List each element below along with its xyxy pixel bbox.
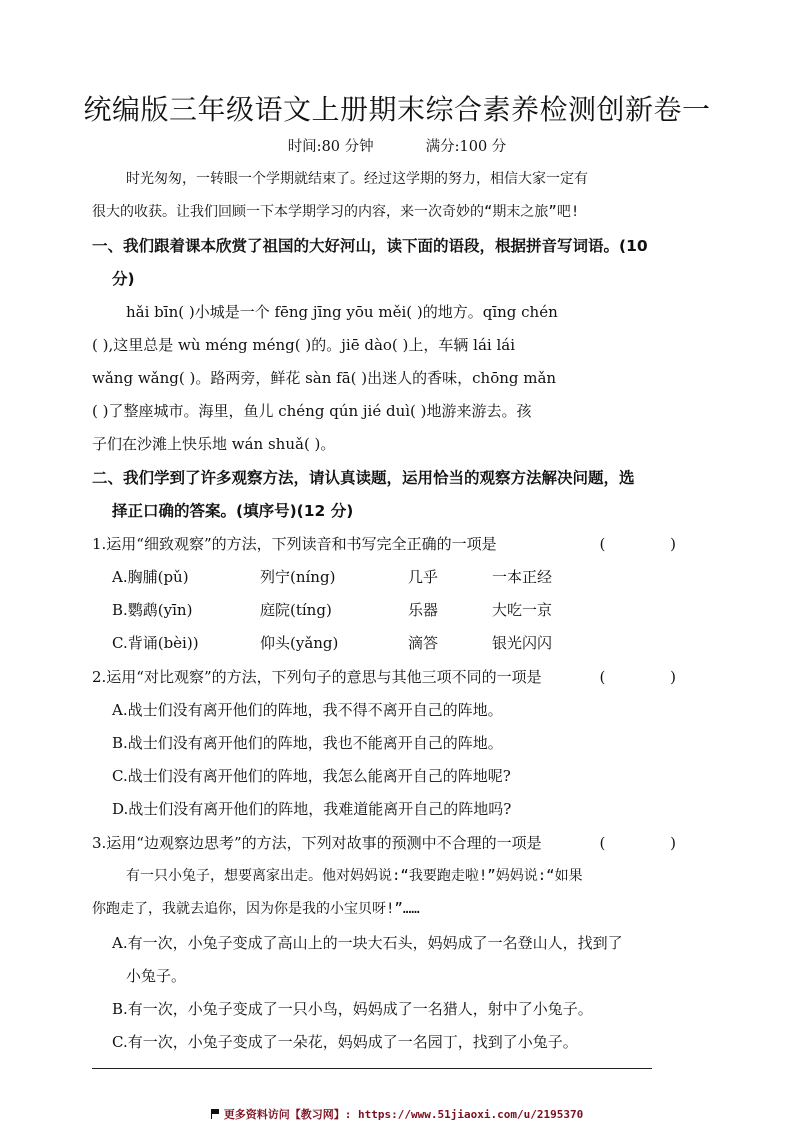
question-3-option-a-cont: 小兔子。 — [126, 967, 187, 985]
question-2 — [92, 666, 706, 688]
exam-score: 满分:100 分 — [425, 139, 507, 155]
answer-bracket[interactable]: ( ) — [599, 834, 706, 852]
section1-para-line: hǎi bīn( )小城是一个 fēng jīng yōu měi( )的地方。qīng chén — [126, 303, 558, 321]
option-cell: 乐器 — [408, 601, 439, 619]
option-cell: 银光闪闪 — [492, 634, 553, 652]
page-title: 统编版三年级语文上册期末综合素养检测创新卷一 — [83, 93, 711, 126]
footer — [0, 1106, 794, 1122]
question-2-option-d: D.战士们没有离开他们的阵地，我难道能离开自己的阵地吗? — [112, 800, 512, 818]
question-3-stem: 3.运用“边观察边思考”的方法，下列对故事的预测中不合理的一项是 — [92, 834, 542, 852]
question-3-story: 有一只小兔子，想要离家出走。他对妈妈说:“我要跑走啦!”妈妈说:“如果 — [126, 868, 583, 884]
section1-para-line: 子们在沙滩上快乐地 wán shuǎ( )。 — [92, 435, 336, 453]
option-cell: 滴答 — [408, 634, 439, 652]
question-2-option-b: B.战士们没有离开他们的阵地，我也不能离开自己的阵地。 — [112, 734, 503, 752]
question-2-option-c: C.战士们没有离开他们的阵地，我怎么能离开自己的阵地呢? — [112, 767, 511, 785]
page-divider — [92, 1068, 652, 1069]
option-cell: 庭院(tíng) — [260, 601, 332, 619]
option-cell: 大吃一京 — [492, 601, 553, 619]
intro-line-2: 很大的收获。让我们回顾一下本学期学习的内容，来一次奇妙的“期末之旅”吧! — [92, 204, 580, 220]
section1-heading: 一、我们跟着课本欣赏了祖国的大好河山，读下面的语段，根据拼音写词语。(10 — [92, 237, 648, 255]
option-cell: C.背诵(bèi)) — [112, 634, 199, 652]
question-1-option-a — [112, 566, 706, 588]
question-3 — [92, 832, 706, 854]
section1-para-line: ( )了整座城市。海里，鱼儿 chéng qún jié duì( )地游来游去。孩 — [92, 402, 532, 420]
question-1-option-b — [112, 599, 706, 621]
question-2-option-a: A.战士们没有离开他们的阵地，我不得不离开自己的阵地。 — [112, 701, 503, 719]
answer-bracket[interactable]: ( ) — [599, 535, 706, 553]
question-3-option-a: A.有一次，小兔子变成了高山上的一块大石头，妈妈成了一名登山人，找到了 — [112, 934, 623, 952]
question-3-story-cont: 你跑走了，我就去追你，因为你是我的小宝贝呀!”…… — [92, 901, 420, 917]
option-cell: 几乎 — [408, 568, 439, 586]
question-3-option-b: B.有一次，小兔子变成了一只小鸟，妈妈成了一名猎人，射中了小兔子。 — [112, 1000, 593, 1018]
exam-info — [0, 135, 794, 156]
section1-heading-cont: 分) — [112, 270, 135, 288]
flag-icon — [211, 1109, 220, 1119]
answer-bracket[interactable]: ( ) — [599, 668, 706, 686]
intro-line-1: 时光匆匆，一转眼一个学期就结束了。经过这学期的努力，相信大家一定有 — [126, 171, 588, 187]
section2-heading-cont: 择正口确的答案。(填序号)(12 分) — [112, 502, 354, 520]
option-cell: 一本正经 — [492, 568, 553, 586]
section1-para-line: wǎng wǎng( )。路两旁，鲜花 sàn fā( )出迷人的香味，chōng mǎn — [92, 369, 557, 387]
question-1 — [92, 533, 706, 555]
question-1-option-c — [112, 632, 706, 654]
option-cell: B.鹦鹉(yīn) — [112, 601, 193, 619]
exam-time: 时间:80 分钟 — [287, 139, 374, 155]
option-cell: 列宁(níng) — [260, 568, 336, 586]
section1-para-line: ( ),这里总是 wù méng méng( )的。jiē dào( )上，车辆 lái lái — [92, 336, 515, 354]
option-cell: 仰头(yǎng) — [260, 634, 339, 652]
question-3-option-c: C.有一次，小兔子变成了一朵花，妈妈成了一名园丁，找到了小兔子。 — [112, 1033, 578, 1051]
question-2-stem: 2.运用“对比观察”的方法，下列句子的意思与其他三项不同的一项是 — [92, 668, 542, 686]
footer-link[interactable]: 更多资料访问【教习网】: https://www.51jiaoxi.com/u/2195370 — [223, 1108, 584, 1121]
section2-heading: 二、我们学到了许多观察方法，请认真读题，运用恰当的观察方法解决问题，选 — [92, 469, 635, 487]
question-1-stem: 1.运用“细致观察”的方法，下列读音和书写完全正确的一项是 — [92, 535, 497, 553]
option-cell: A.胸脯(pǔ) — [112, 568, 189, 586]
